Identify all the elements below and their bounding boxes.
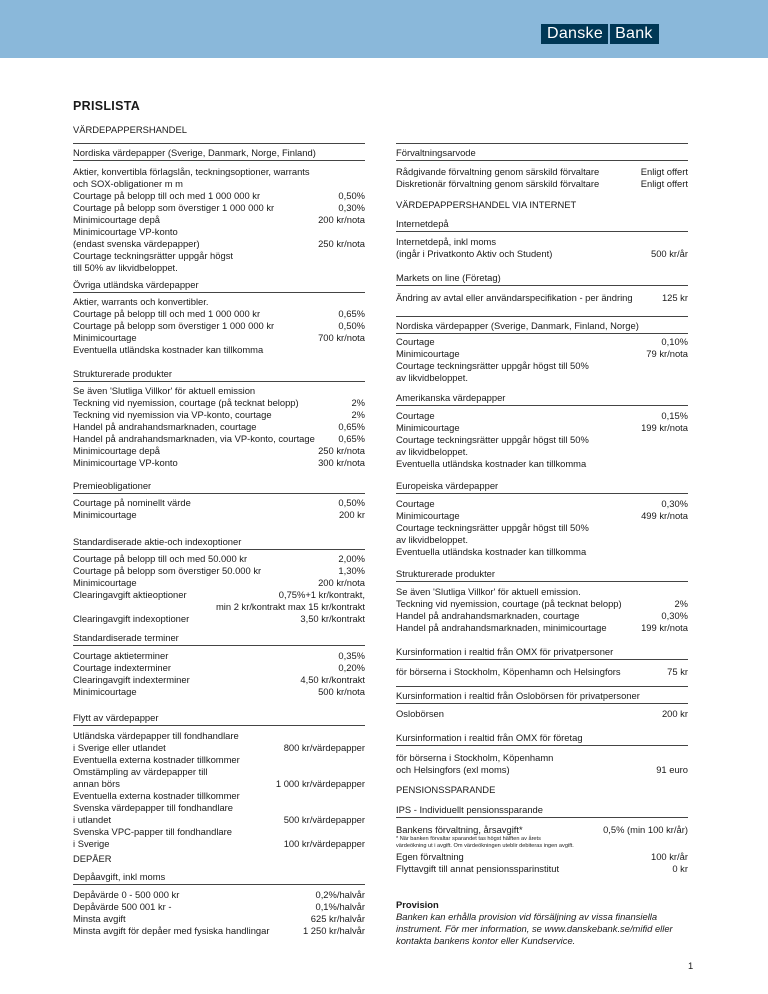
markets-online-section <box>396 292 688 304</box>
row-value: 200 kr <box>661 708 688 719</box>
row-label: Courtage på nominellt värde <box>73 497 191 508</box>
row-value: 250 kr/nota <box>318 445 365 456</box>
price-row <box>396 422 688 434</box>
row-value: 79 kr/nota <box>646 348 688 359</box>
price-row <box>396 510 688 522</box>
omx-company-line: för börserna i Stockholm, Köpenhamn <box>396 752 554 763</box>
row-value: 2% <box>351 409 365 420</box>
row-label: Courtage på belopp som överstiger 1 000 000 kr <box>73 320 275 331</box>
provision-text: kontakta bankens kontor eller Kundservice. <box>396 935 576 946</box>
european-note: Courtage teckningsrätter uppgår högst till 50% <box>396 522 589 533</box>
row-value: 499 kr/nota <box>641 510 688 521</box>
row-label: Oslobörsen <box>396 708 444 719</box>
price-row <box>73 332 365 344</box>
row-value: 2% <box>674 598 688 609</box>
transfer-line: Omstämpling av värdepapper till <box>73 766 208 777</box>
oslo-private-section <box>396 708 688 720</box>
danske-bank-logo <box>541 24 659 44</box>
oslo-private-header: Kursinformation i realtid från Oslobörsen för privatpersoner <box>396 686 688 704</box>
row-label: i utlandet <box>73 814 112 825</box>
page-number: 1 <box>688 960 694 971</box>
row-value: 0,50% <box>338 190 365 201</box>
row-label: Minimicourtage VP-konto <box>73 457 178 468</box>
price-row <box>73 838 365 850</box>
row-value: 0,65% <box>338 421 365 432</box>
row-label: Handel på andrahandsmarknaden, courtage <box>73 421 257 432</box>
row-value: 200 kr/nota <box>318 577 365 588</box>
nordic-online-header: Nordiska värdepapper (Sverige, Danmark, Finland, Norge) <box>396 316 688 334</box>
row-value: 0,65% <box>338 308 365 319</box>
row-value: 0,15% <box>661 410 688 421</box>
row-value: 800 kr/värdepapper <box>283 742 365 753</box>
transfer-section <box>73 730 365 850</box>
row-value: 1,30% <box>338 565 365 576</box>
management-section <box>396 166 688 190</box>
row-value: 0,75%+1 kr/kontrakt, <box>278 589 365 600</box>
row-value: 1 250 kr/halvår <box>302 925 365 936</box>
price-row <box>396 598 688 610</box>
price-row <box>396 248 688 260</box>
row-label: Courtage <box>396 410 435 421</box>
internetdepot-header: Internetdepå <box>396 218 688 232</box>
row-label: för börserna i Stockholm, Köpenhamn och Helsingfors <box>396 666 621 677</box>
row-value: 300 kr/nota <box>318 457 365 468</box>
row-label: Depåvärde 0 - 500 000 kr <box>73 889 180 900</box>
row-label: annan börs <box>73 778 120 789</box>
price-row <box>73 202 365 214</box>
nordic-header: Nordiska värdepapper (Sverige, Danmark, Norge, Finland) <box>73 143 365 161</box>
row-value: 0,65% <box>338 433 365 444</box>
row-label: Flyttavgift till annat pensionssparinstitut <box>396 863 560 874</box>
price-row <box>73 889 365 901</box>
row-value: 0,30% <box>661 498 688 509</box>
logo-text-left: Danske <box>541 24 608 44</box>
row-value: 2,00% <box>338 553 365 564</box>
row-value: 500 kr/värdepapper <box>283 814 365 825</box>
row-value: 2% <box>351 397 365 408</box>
price-row <box>73 320 365 332</box>
price-row <box>73 925 365 937</box>
american-header: Amerikanska värdepapper <box>396 392 688 406</box>
price-row <box>73 457 365 469</box>
provision-section <box>396 899 688 947</box>
row-value: 0,50% <box>338 497 365 508</box>
european-note: av likvidbeloppet. <box>396 534 468 545</box>
nordic-section <box>73 166 365 274</box>
row-label: Courtage aktieterminer <box>73 650 169 661</box>
row-value: 0,50% <box>338 320 365 331</box>
price-row <box>73 686 365 698</box>
row-label: Teckning vid nyemission, courtage (på tecknat belopp) <box>73 397 299 408</box>
row-label: Minimicourtage <box>396 510 460 521</box>
internetdepot-section <box>396 236 688 260</box>
price-row <box>73 742 365 754</box>
section-title-depots: DEPÅER <box>73 853 112 864</box>
price-row <box>396 166 688 178</box>
provision-title: Provision <box>396 899 439 910</box>
options-section <box>73 553 365 625</box>
row-value: 500 kr/nota <box>318 686 365 697</box>
row-label: Minimicourtage <box>73 509 137 520</box>
row-label: och Helsingfors (exl moms) <box>396 764 510 775</box>
row-value: 0,30% <box>661 610 688 621</box>
european-header: Europeiska värdepapper <box>396 480 688 494</box>
provision-text: Banken kan erhålla provision vid försäljning av vissa finansiella <box>396 911 658 922</box>
price-row <box>73 577 365 589</box>
price-row <box>396 410 688 422</box>
row-label: Minimicourtage <box>396 422 460 433</box>
futures-header: Standardiserade terminer <box>73 632 365 646</box>
row-label: Minimicourtage <box>73 332 137 343</box>
row-label: (ingår i Privatkonto Aktiv och Student) <box>396 248 553 259</box>
ips-footnote: värdeökning ut i avgift. Om värdeökningen uteblir debiteras ingen avgift. <box>396 842 574 849</box>
structured-header: Strukturerade produkter <box>73 368 365 382</box>
row-label: i Sverige <box>73 838 110 849</box>
nordic-online-note: Courtage teckningsrätter uppgår högst till 50% <box>396 360 589 371</box>
row-label: Minimicourtage depå <box>73 445 161 456</box>
row-value: Enligt offert <box>640 166 688 177</box>
row-label: Minimicourtage <box>73 577 137 588</box>
logo-text-right: Bank <box>610 24 659 44</box>
price-row <box>73 778 365 790</box>
section-title-internet: VÄRDEPAPPERSHANDEL VIA INTERNET <box>396 199 577 210</box>
price-row <box>73 901 365 913</box>
transfer-header: Flytt av värdepapper <box>73 712 365 726</box>
row-label: Ändring av avtal eller användarspecifikation - per ändring <box>396 292 633 303</box>
row-value: Enligt offert <box>640 178 688 189</box>
price-row <box>396 824 688 836</box>
row-value: 4,50 kr/kontrakt <box>300 674 365 685</box>
row-value: 200 kr <box>338 509 365 520</box>
price-row <box>73 397 365 409</box>
price-row <box>396 336 688 348</box>
other-foreign-note: Eventuella utländska kostnader kan tillkomma <box>73 344 264 355</box>
price-row <box>396 666 688 678</box>
section-title-trading: VÄRDEPAPPERSHANDEL <box>73 124 187 135</box>
premium-section <box>73 497 365 521</box>
nordic-intro-1: Aktier, konvertibla förlagslån, teckningsoptioner, warrants <box>73 166 310 177</box>
price-row <box>396 292 688 304</box>
price-row <box>73 589 365 601</box>
price-row <box>396 622 688 634</box>
depot-header: Depåavgift, inkl moms <box>73 871 365 885</box>
price-row <box>73 650 365 662</box>
row-value: 0,20% <box>338 662 365 673</box>
row-value: 91 euro <box>656 764 688 775</box>
row-label: (endast svenska värdepapper) <box>73 238 200 249</box>
european-note: Eventuella utländska kostnader kan tillkomma <box>396 546 587 557</box>
price-row <box>396 708 688 720</box>
row-value: 199 kr/nota <box>641 422 688 433</box>
price-row <box>73 509 365 521</box>
price-row <box>73 565 365 577</box>
row-label: Diskretionär förvaltning genom särskild förvaltare <box>396 178 600 189</box>
american-section <box>396 410 688 470</box>
row-value: 100 kr/år <box>651 851 688 862</box>
omx-private-section <box>396 666 688 678</box>
row-label: Handel på andrahandsmarknaden, courtage <box>396 610 580 621</box>
price-row <box>396 178 688 190</box>
management-header: Förvaltningsarvode <box>396 143 688 161</box>
row-label: Courtage på belopp till och med 1 000 000 kr <box>73 190 261 201</box>
row-label: Clearingavgift aktieoptioner <box>73 589 187 600</box>
depot-section <box>73 889 365 937</box>
price-row <box>73 308 365 320</box>
transfer-line: Svenska VPC-papper till fondhandlare <box>73 826 232 837</box>
price-row <box>396 863 688 875</box>
row-label: Teckning vid nyemission, courtage (på tecknat belopp) <box>396 598 622 609</box>
provision-text: instrument. För mer information, se www.danskebank.se/mifid eller <box>396 923 673 934</box>
nordic-note-2: till 50% av likvidbeloppet. <box>73 262 178 273</box>
row-value: 0 kr <box>672 863 688 874</box>
row-value: 0,10% <box>661 336 688 347</box>
row-value: 700 kr/nota <box>318 332 365 343</box>
price-row <box>396 851 688 863</box>
row-label: Clearingavgift indexterminer <box>73 674 190 685</box>
nordic-online-note: av likvidbeloppet. <box>396 372 468 383</box>
price-row <box>73 553 365 565</box>
nordic-online-section <box>396 336 688 384</box>
omx-company-header: Kursinformation i realtid från OMX för företag <box>396 732 688 746</box>
transfer-line: Svenska värdepapper till fondhandlare <box>73 802 234 813</box>
row-value: 0,35% <box>338 650 365 661</box>
row-value: 100 kr/värdepapper <box>283 838 365 849</box>
transfer-line: Eventuella externa kostnader tillkommer <box>73 754 240 765</box>
structured-section <box>73 385 365 469</box>
omx-private-header: Kursinformation i realtid från OMX för privatpersoner <box>396 646 688 660</box>
markets-online-header: Markets on line (Företag) <box>396 272 688 286</box>
row-value: 1 000 kr/värdepapper <box>275 778 365 789</box>
transfer-line: Utländska värdepapper till fondhandlare <box>73 730 239 741</box>
row-label: Courtage på belopp som överstiger 50.000 kr <box>73 565 262 576</box>
options-extra-line: min 2 kr/kontrakt max 15 kr/kontrakt <box>215 601 365 612</box>
row-value: 3,50 kr/kontrakt <box>300 613 365 624</box>
price-row <box>396 348 688 360</box>
price-row <box>73 409 365 421</box>
section-title-pension: PENSIONSSPARANDE <box>396 784 496 795</box>
other-foreign-section <box>73 296 365 356</box>
ips-section <box>396 824 688 875</box>
row-label: Courtage <box>396 498 435 509</box>
price-row <box>73 913 365 925</box>
price-row <box>73 662 365 674</box>
price-row <box>73 814 365 826</box>
price-row <box>73 190 365 202</box>
page-title: PRISLISTA <box>73 99 141 113</box>
ips-footnote: * När banken förvaltar sparandet tas högst hälften av årets <box>396 836 541 842</box>
row-value: 0,5% (min 100 kr/år) <box>603 824 688 835</box>
row-label: i Sverige eller utlandet <box>73 742 166 753</box>
european-section <box>396 498 688 558</box>
structured-intro: Se även 'Slutliga Villkor' för aktuell emission <box>73 385 256 396</box>
nordic-note-1: Courtage teckningsrätter uppgår högst <box>73 250 233 261</box>
row-value: 0,2%/halvår <box>315 889 365 900</box>
row-value: 125 kr <box>661 292 688 303</box>
price-row <box>396 498 688 510</box>
price-row <box>73 497 365 509</box>
row-value: 0,1%/halvår <box>315 901 365 912</box>
ips-header: IPS - Individuellt pensionssparande <box>396 804 688 818</box>
row-label: Courtage på belopp till och med 1 000 000 kr <box>73 308 261 319</box>
row-label: Rådgivande förvaltning genom särskild förvaltare <box>396 166 600 177</box>
row-label: Minsta avgift för depåer med fysiska handlingar <box>73 925 270 936</box>
row-label: Courtage på belopp som överstiger 1 000 000 kr <box>73 202 275 213</box>
american-note: av likvidbeloppet. <box>396 446 468 457</box>
nordic-intro-2: och SOX-obligationer m m <box>73 178 183 189</box>
price-row <box>396 610 688 622</box>
price-row <box>73 674 365 686</box>
row-label: Minimicourtage <box>73 686 137 697</box>
premium-header: Premieobligationer <box>73 480 365 494</box>
price-row <box>73 613 365 625</box>
row-label: Courtage indexterminer <box>73 662 171 673</box>
row-label: Minsta avgift <box>73 913 126 924</box>
row-value: 199 kr/nota <box>641 622 688 633</box>
internetdepot-line: Internetdepå, inkl moms <box>396 236 497 247</box>
price-row <box>396 764 688 776</box>
other-foreign-header: Övriga utländska värdepapper <box>73 279 365 293</box>
row-label: Courtage <box>396 336 435 347</box>
row-label: Bankens förvaltning, årsavgift* <box>396 824 523 835</box>
row-value: 200 kr/nota <box>318 214 365 225</box>
omx-company-section <box>396 752 688 776</box>
american-note: Eventuella utländska kostnader kan tillkomma <box>396 458 587 469</box>
options-header: Standardiserade aktie-och indexoptioner <box>73 536 365 550</box>
row-label: Minimicourtage depå <box>73 214 161 225</box>
row-label: Egen förvaltning <box>396 851 464 862</box>
vp-line-1: Minimicourtage VP-konto <box>73 226 178 237</box>
row-label: Handel på andrahandsmarknaden, via VP-konto, courtage <box>73 433 315 444</box>
structured-online-intro: Se även 'Slutliga Villkor' för aktuell emission. <box>396 586 581 597</box>
price-row <box>73 214 365 226</box>
row-value: 0,30% <box>338 202 365 213</box>
price-row <box>73 421 365 433</box>
row-label: Clearingavgift indexoptioner <box>73 613 190 624</box>
transfer-line: Eventuella externa kostnader tillkommer <box>73 790 240 801</box>
structured-online-section <box>396 586 688 634</box>
row-value: 500 kr/år <box>651 248 688 259</box>
row-value: 250 kr/nota <box>318 238 365 249</box>
row-label: Depåvärde 500 001 kr - <box>73 901 172 912</box>
row-label: Teckning vid nyemission via VP-konto, courtage <box>73 409 272 420</box>
price-row <box>73 433 365 445</box>
american-note: Courtage teckningsrätter uppgår högst till 50% <box>396 434 589 445</box>
row-value: 625 kr/halvår <box>310 913 365 924</box>
row-label: Minimicourtage <box>396 348 460 359</box>
structured-online-header: Strukturerade produkter <box>396 568 688 582</box>
row-label: Courtage på belopp till och med 50.000 kr <box>73 553 248 564</box>
futures-section <box>73 650 365 698</box>
price-row <box>73 445 365 457</box>
row-value: 75 kr <box>667 666 688 677</box>
row-label: Handel på andrahandsmarknaden, minimicourtage <box>396 622 607 633</box>
other-foreign-intro: Aktier, warrants och konvertibler. <box>73 296 209 307</box>
price-row <box>73 238 365 250</box>
